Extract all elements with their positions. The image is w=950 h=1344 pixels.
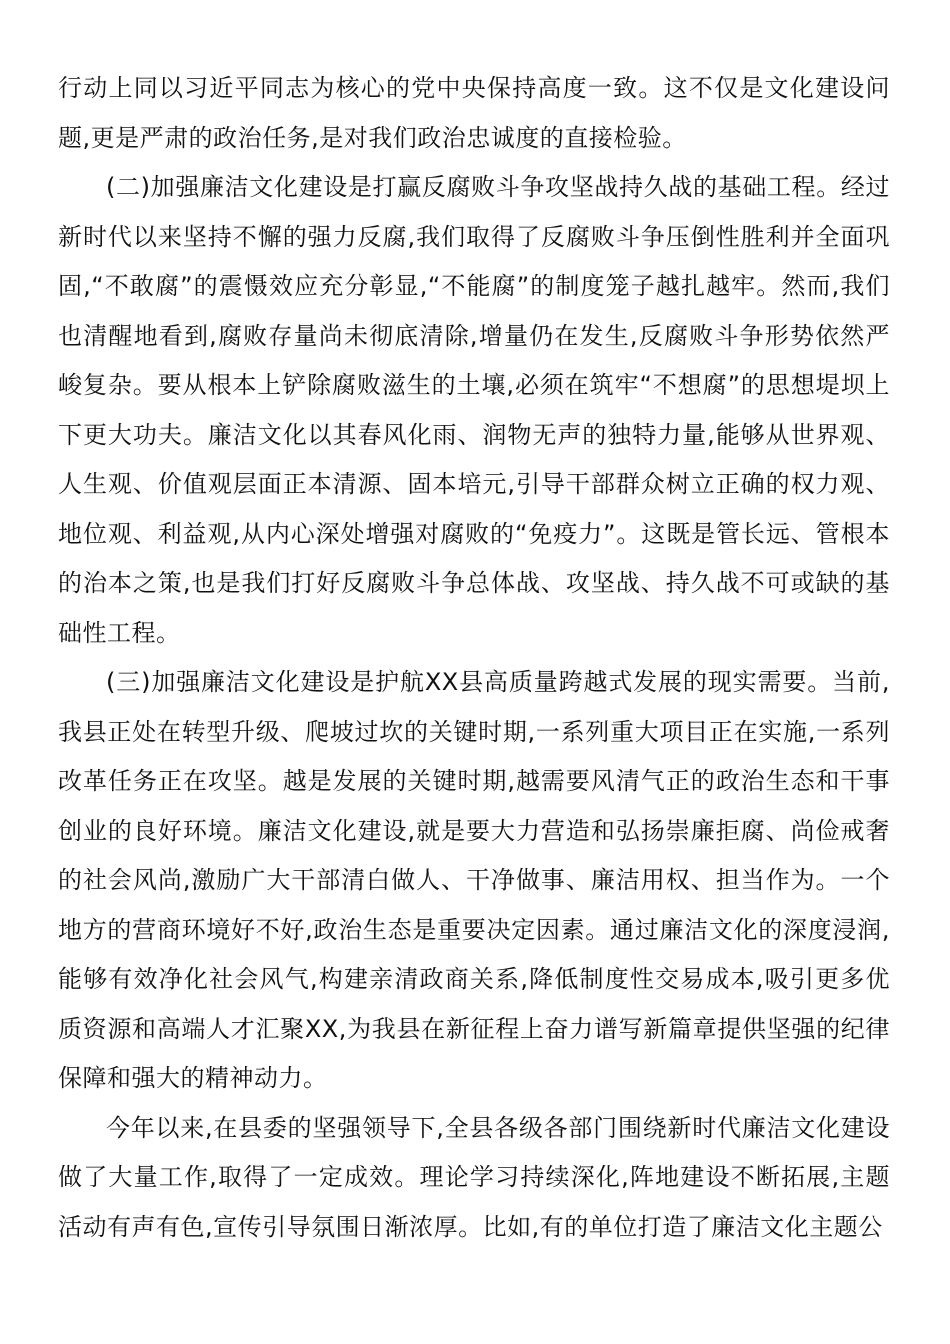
paragraph-continuation: 行动上同以习近平同志为核心的党中央保持高度一致。这不仅是文化建设问题,更是严肃的政治任务,是对我们政治忠诚度的直接检验。 — [58, 74, 890, 152]
paragraph-progress: 今年以来,在县委的坚强领导下,全县各级各部门围绕新时代廉洁文化建设做了大量工作,取得了一定成效。理论学习持续深化,阵地建设不断拓展,主题活动有声有色,宣传引导氛围日渐浓厚。比如,有的单位打造了廉洁文化主题公 — [58, 1113, 890, 1241]
paragraph-section-2: (二)加强廉洁文化建设是打赢反腐败斗争攻坚战持久战的基础工程。经过新时代以来坚持不懈的强力反腐,我们取得了反腐败斗争压倒性胜利并全面巩固,“不敢腐”的震慑效应充分彰显,“不能腐”的制度笼子越扎越牢。然而,我们也清醒地看到,腐败存量尚未彻底清除,增量仍在发生,反腐败斗争形势依然严峻复杂。要从根本上铲除腐败滋生的土壤,必须在筑牢“不想腐”的思想堤坝上下更大功夫。廉洁文化以其春风化雨、润物无声的独特力量,能够从世界观、人生观、价值观层面正本清源、固本培元,引导干部群众树立正确的权力观、地位观、利益观,从内心深处增强对腐败的“免疫力”。这既是管长远、管根本的治本之策,也是我们打好反腐败斗争总体战、攻坚战、持久战不可或缺的基础性工程。 — [58, 173, 890, 647]
paragraph-section-3: (三)加强廉洁文化建设是护航XX县高质量跨越式发展的现实需要。当前,我县正处在转型升级、爬坡过坎的关键时期,一系列重大项目正在实施,一系列改革任务正在攻坚。越是发展的关键时期,越需要风清气正的政治生态和干事创业的良好环境。廉洁文化建设,就是要大力营造和弘扬崇廉拒腐、尚俭戒奢的社会风尚,激励广大干部清白做人、干净做事、廉洁用权、担当作为。一个地方的营商环境好不好,政治生态是重要决定因素。通过廉洁文化的深度浸润,能够有效净化社会风气,构建亲清政商关系,降低制度性交易成本,吸引更多优质资源和高端人才汇聚XX,为我县在新征程上奋力谱写新篇章提供坚强的纪律保障和强大的精神动力。 — [58, 668, 890, 1092]
body-text — [58, 64, 890, 1252]
